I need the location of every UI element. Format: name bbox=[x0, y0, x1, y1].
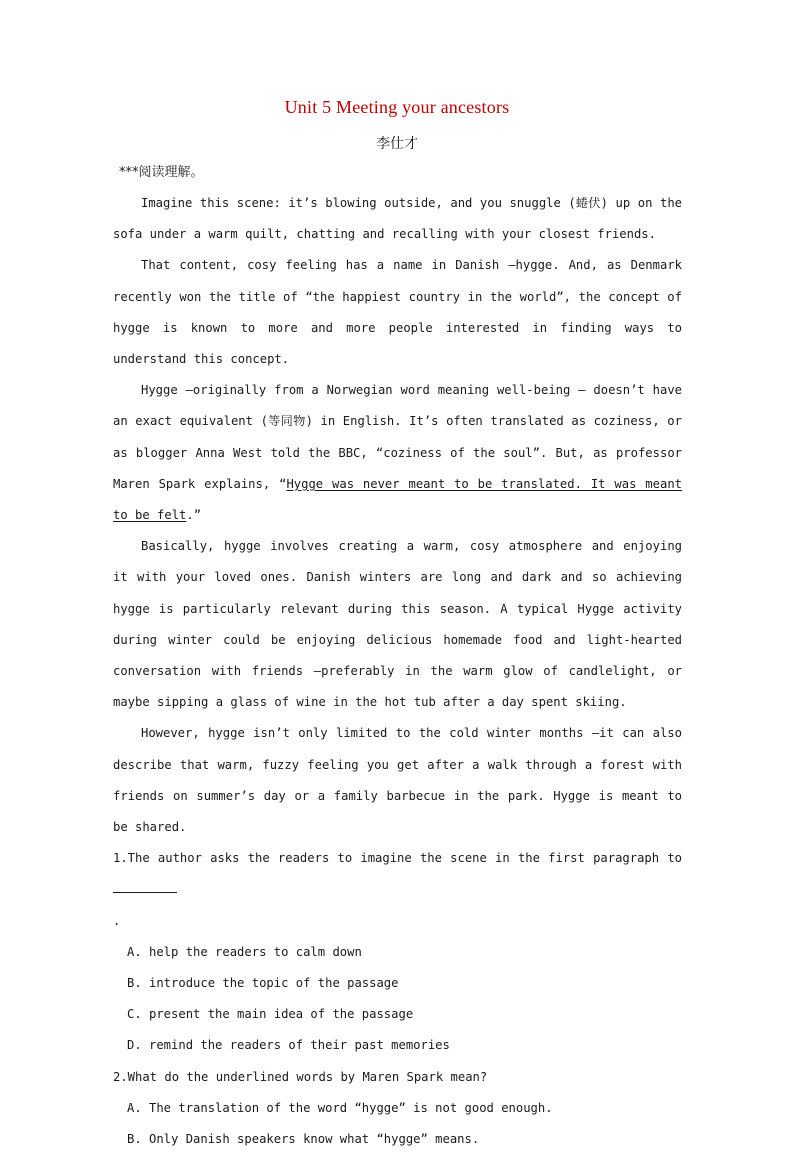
q1-option-a: A. help the readers to calm down bbox=[127, 944, 362, 959]
paragraph-2: That content, cosy feeling has a name in Danish —hygge. And, as Denmark recently won the title of “the happiest country in the world”, the concept of hygge is known to more and more people interested in finding ways to understand this concept. bbox=[113, 258, 682, 367]
paragraph-4: Basically, hygge involves creating a warm, cosy atmosphere and enjoying it with your loved ones. Danish winters are long and dark and so achieving hygge is particularly relevant during this season. A typical Hygge activity during winter could be enjoying delicious homemade food and light-hearted conversation with friends —preferably in the warm glow of candlelight, or maybe sipping a glass of wine in the hot tub after a day spent skiing. bbox=[113, 539, 682, 710]
q2-option-b: B. Only Danish speakers know what “hygge” means. bbox=[127, 1132, 480, 1147]
reading-passage bbox=[113, 188, 682, 1155]
question-1-text: 1.The author asks the readers to imagine the scene in the first paragraph to bbox=[113, 851, 682, 866]
underlined-quote: Hygge was never meant to be translated. It was meant to be felt bbox=[113, 476, 682, 523]
section-label: ***阅读理解。 bbox=[119, 165, 204, 180]
author-name: 李仕才 bbox=[376, 136, 418, 152]
q1-option-d: D. remind the readers of their past memories bbox=[127, 1038, 450, 1053]
page-title: Unit 5 Meeting your ancestors bbox=[284, 97, 510, 117]
answer-blank bbox=[113, 880, 177, 893]
paragraph-1: Imagine this scene: it’s blowing outside, and you snuggle (蜷伏) up on the sofa under a warm quilt, chatting and recalling with your closest friends. bbox=[113, 196, 682, 242]
q1-option-c: C. present the main idea of the passage bbox=[127, 1007, 414, 1022]
q2-option-a: A. The translation of the word “hygge” is not good enough. bbox=[127, 1100, 553, 1115]
question-1-stem-end: . bbox=[113, 913, 121, 928]
paragraph-5: However, hygge isn’t only limited to the cold winter months —it can also describe that warm, fuzzy feeling you get after a walk through a forest with friends on summer’s day or a family barbecue in the park. Hygge is meant to be shared. bbox=[113, 726, 682, 835]
question-1-stem bbox=[113, 843, 682, 905]
paragraph-3-end: .” bbox=[186, 508, 202, 523]
question-1 bbox=[113, 843, 682, 937]
q1-option-b: B. introduce the topic of the passage bbox=[127, 976, 399, 991]
question-2: 2.What do the underlined words by Maren Spark mean? bbox=[113, 1069, 488, 1084]
paragraph-3 bbox=[113, 375, 682, 531]
paragraph-3-text: Hygge —originally from a Norwegian word meaning well-being — doesn’t have an exact equivalent (等同物) in English. It’s often translated as coziness, or as blogger Anna West told the BBC, “coziness of the soul”. But, as professor Maren Spark explains, “ bbox=[113, 383, 682, 491]
